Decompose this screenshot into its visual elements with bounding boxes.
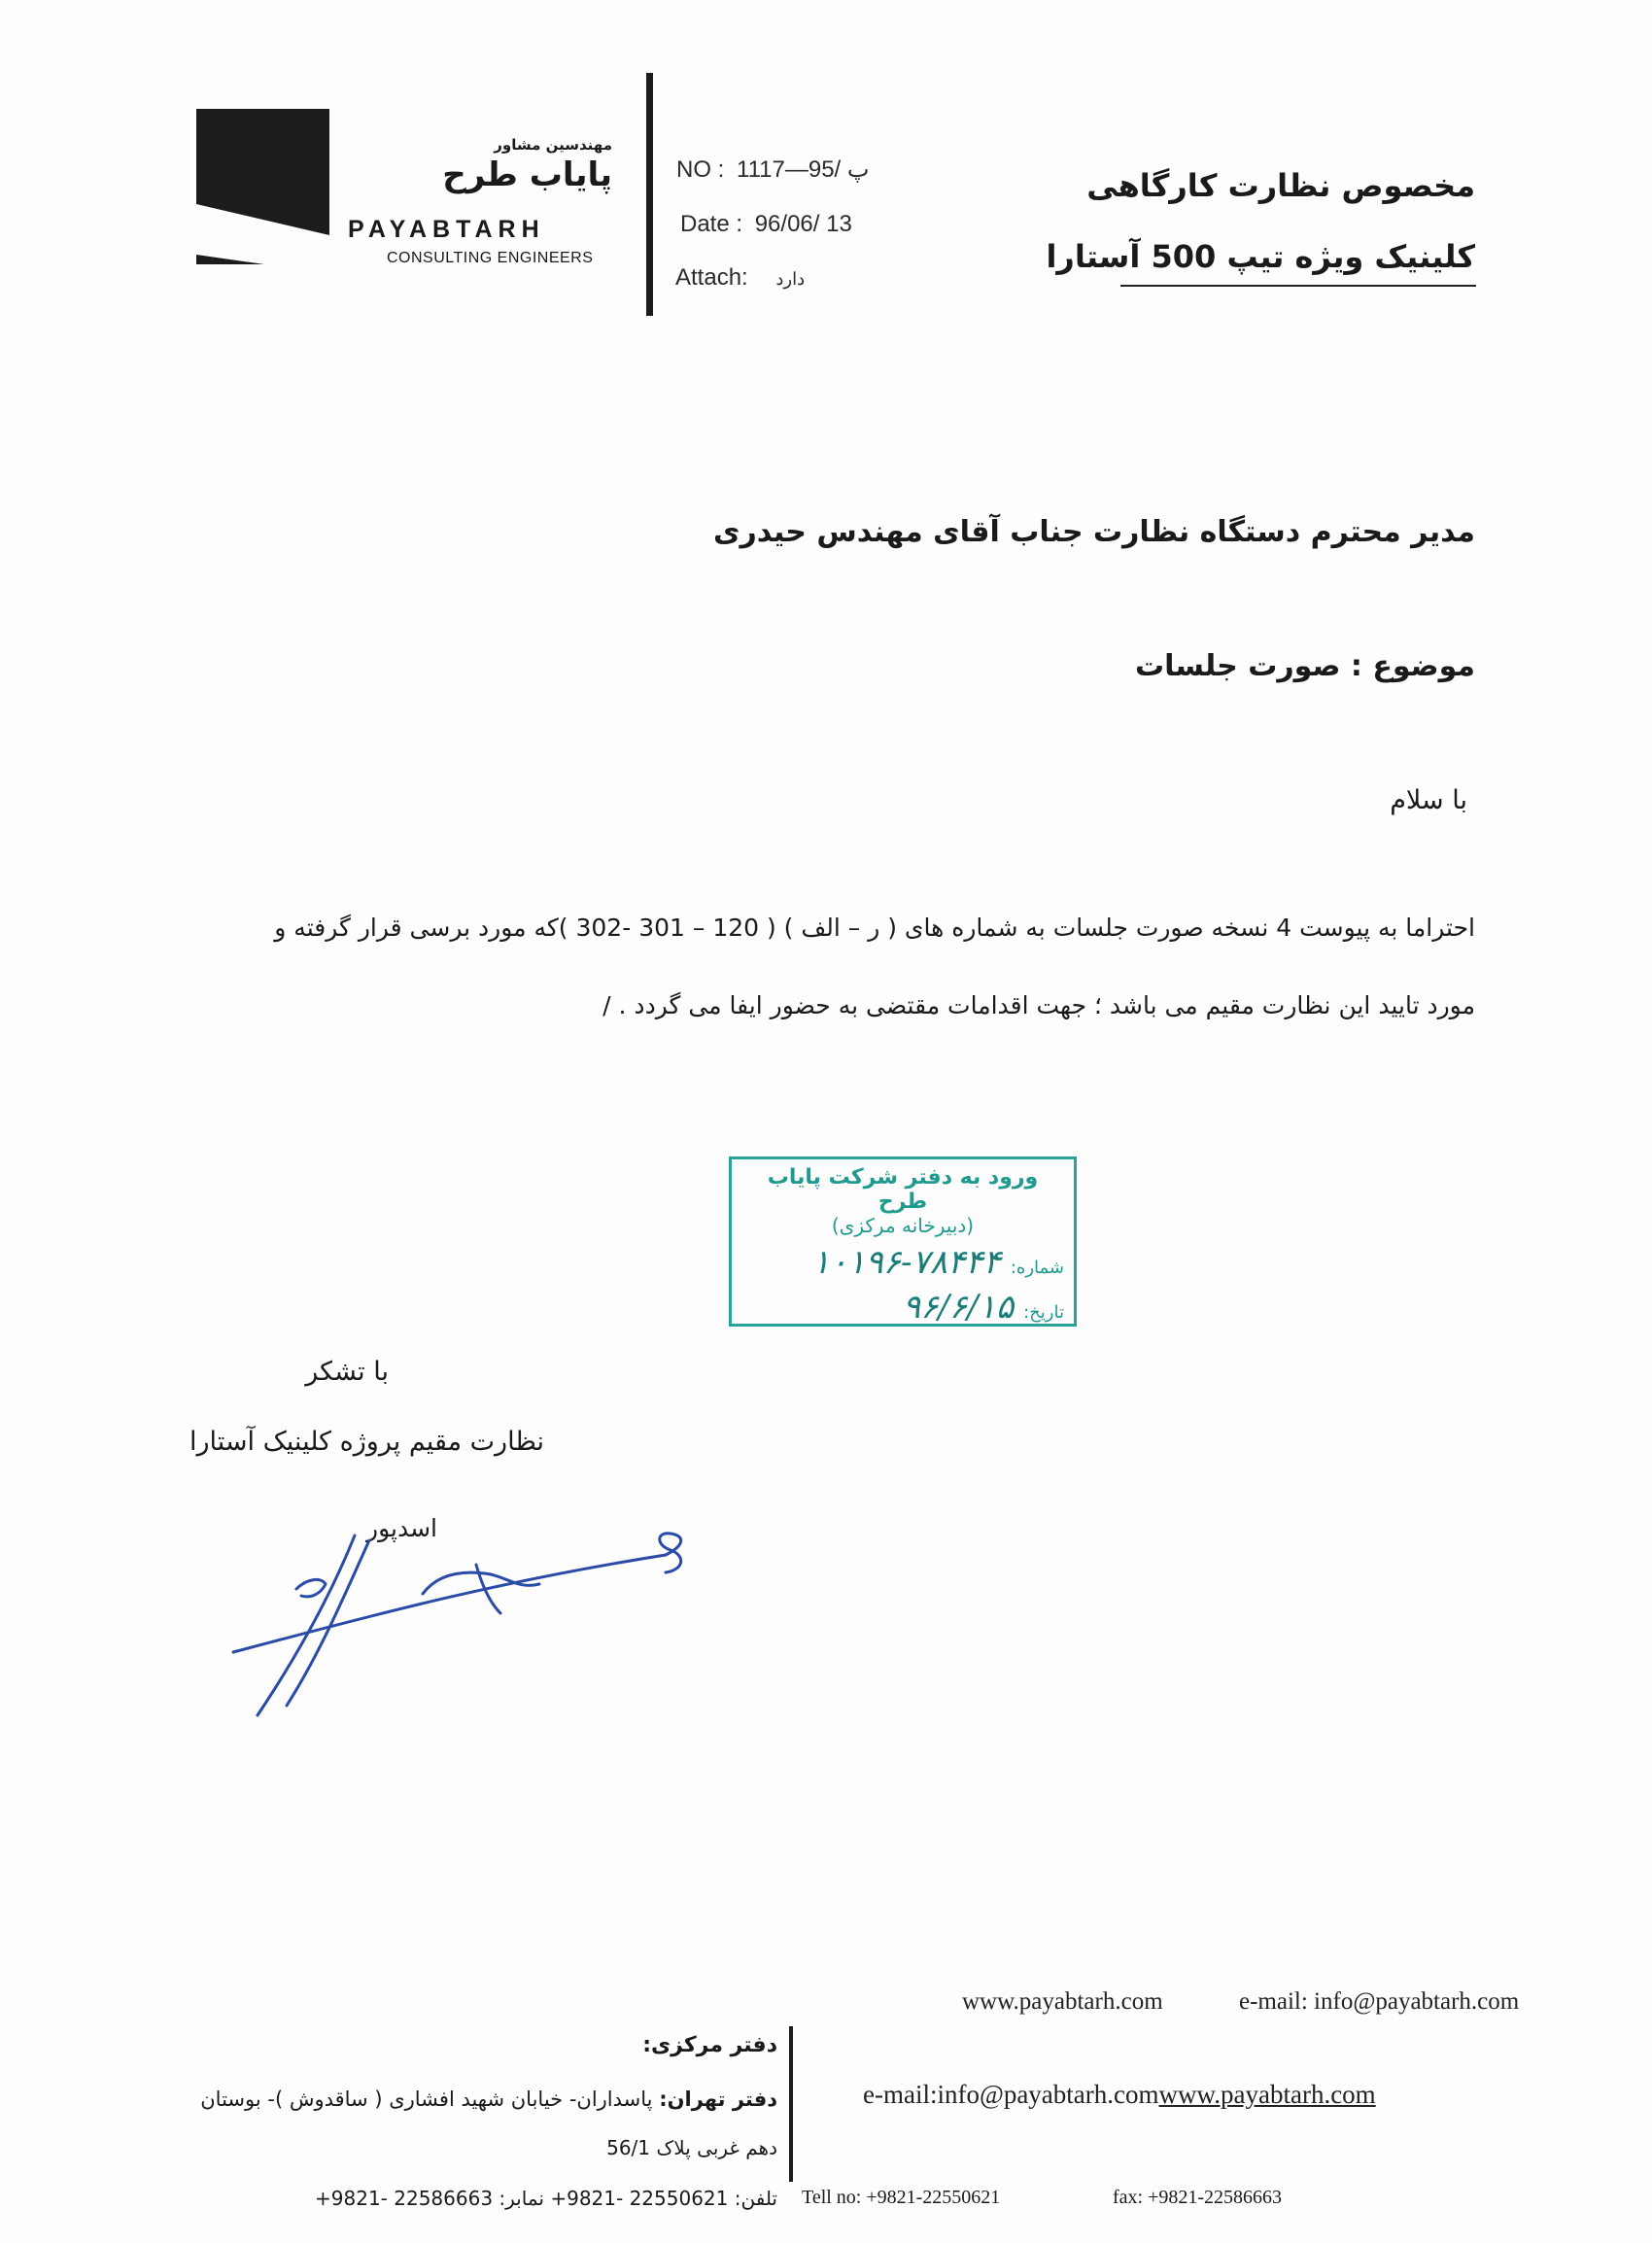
recipient-line: مدیر محترم دستگاه نظارت جناب آقای مهندس حیدری (712, 515, 1475, 549)
closing-sender: نظارت مقیم پروژه کلینیک آستارا (189, 1427, 544, 1457)
letter-date-value: 96/06/ 13 (754, 211, 852, 237)
office-tehran-address-text: پاسداران- خیابان شهید افشاری ( ساقدوش )- بوستان (200, 2088, 653, 2111)
signer-name: اسدپور (366, 1514, 437, 1542)
stamp-date-row (741, 1288, 1064, 1327)
footer-divider (789, 2026, 793, 2182)
office-tehran-label: دفتر تهران: (659, 2088, 777, 2111)
footer-phones-fa: تلفن: 22550621 -9821+ نمابر: 22586663 -9821+ (315, 2187, 777, 2210)
footer-tel: Tell no: +9821-22550621 (802, 2187, 1001, 2208)
logo-mark-icon (196, 109, 329, 264)
letter-number-label: NO : (676, 156, 725, 183)
body-paragraph-line-2: مورد تایید این نظارت مقیم می باشد ؛ جهت اقدامات مقتضی به حضور ایفا می گردد . / (602, 991, 1475, 1019)
footer-contact-bottom (863, 2080, 1376, 2110)
header-divider (646, 73, 653, 316)
company-logo (196, 109, 329, 264)
body-paragraph-line-1: احتراما به پیوست 4 نسخه صورت جلسات به شماره های ( ر – الف ) ( 120 – 301 -302 )که مورد برسی قرار گرفته و (274, 914, 1475, 942)
stamp-number-label: شماره: (1010, 1258, 1064, 1278)
office-tehran-address (175, 2088, 777, 2111)
footer-website-bottom[interactable]: www.payabtarh.com (1158, 2080, 1376, 2109)
letter-date (680, 211, 852, 238)
stamp-date-label: تاریخ: (1023, 1302, 1064, 1323)
brand-tagline: CONSULTING ENGINEERS (387, 250, 594, 266)
letter-date-label: Date : (680, 211, 743, 237)
stamp-number-value: ۱۰۱۹۶-۷۸۴۴۴ (811, 1243, 1001, 1282)
office-address-continued: دهم غربی پلاک 56/1 (606, 2136, 777, 2159)
header-title: مخصوص نظارت کارگاهی (1086, 167, 1475, 204)
footer-website-top[interactable]: www.payabtarh.com (962, 1988, 1163, 2015)
letter-number (676, 155, 869, 184)
subject-line: موضوع : صورت جلسات (1134, 649, 1475, 683)
subtitle-underline (1120, 285, 1476, 287)
stamp-line-1: ورود به دفتر شرکت پایاب طرح (767, 1165, 1039, 1214)
footer-email-bottom[interactable]: e-mail:info@payabtarh.com (863, 2080, 1159, 2109)
handwritten-signature (228, 1497, 695, 1720)
greeting: با سلام (1390, 785, 1467, 815)
office-heading: دفتر مرکزی: (642, 2033, 777, 2057)
attachment-value: دارد (775, 269, 806, 289)
letter-attachment (675, 264, 805, 292)
closing-thanks: با تشکر (305, 1357, 389, 1387)
brand-name-fa: پایاب طرح (442, 155, 612, 194)
footer-fax: fax: +9821-22586663 (1113, 2187, 1283, 2208)
stamp-number-row (741, 1243, 1064, 1282)
header-subtitle: کلینیک ویژه تیپ 500 آستارا (1046, 238, 1475, 275)
stamp-date-value: ۹۶/۶/۱۵ (902, 1288, 1015, 1327)
receipt-stamp (729, 1156, 1077, 1327)
attachment-label: Attach: (675, 264, 748, 291)
brand-subtitle-fa: مهندسین مشاور (494, 136, 612, 154)
letter-number-value: پ /95—1117 (737, 156, 870, 183)
brand-name-en: PAYABTARH (348, 216, 545, 243)
footer-email-top[interactable]: e-mail: info@payabtarh.com (1239, 1988, 1520, 2015)
stamp-line-2: (دبیرخانه مرکزی) (831, 1214, 975, 1237)
